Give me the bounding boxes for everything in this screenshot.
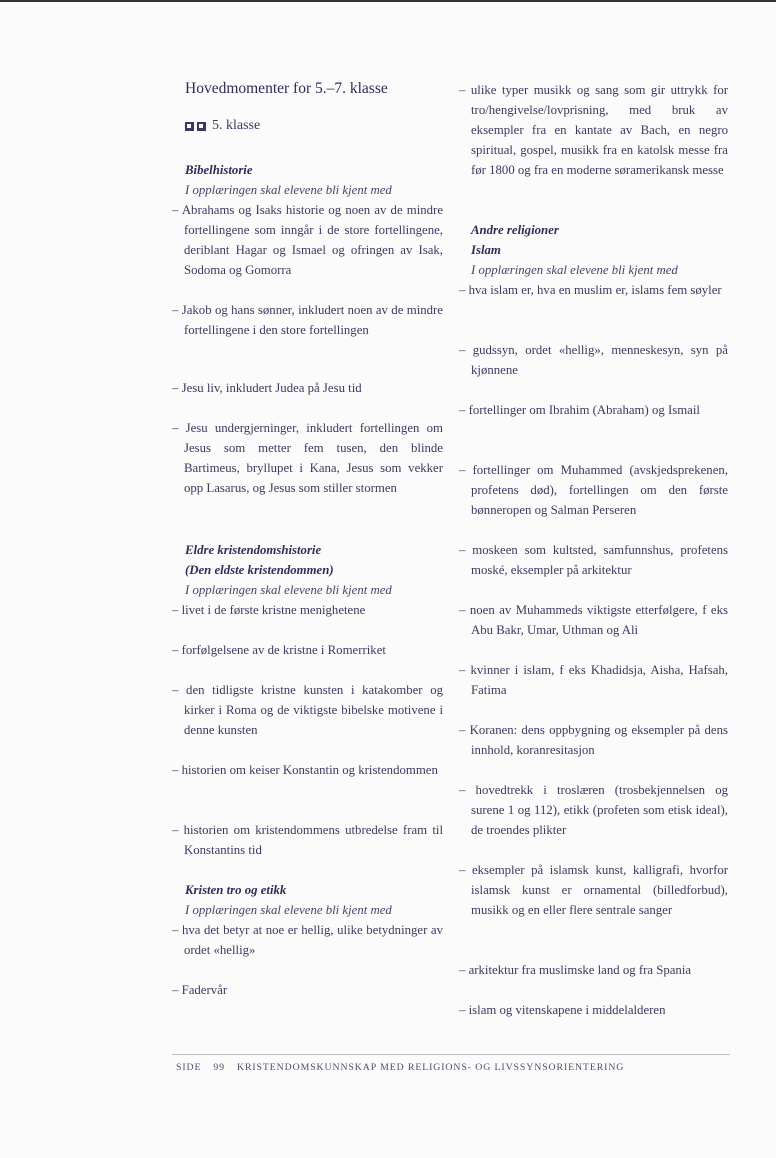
section-bibelhistorie	[185, 160, 443, 200]
section-andre-religioner	[471, 220, 729, 280]
section-subtitle: (Den eldste kristendommen)	[185, 563, 334, 577]
list-item: – Jesu liv, inkludert Judea på Jesu tid	[172, 381, 362, 395]
list-item: – Jakob og hans sønner, inkludert noen av de mindre fortellingene i den store fortellingen	[172, 303, 443, 337]
list-item: – hva islam er, hva en muslim er, islams fem søyler	[459, 283, 722, 297]
section-title: Bibelhistorie	[185, 163, 253, 177]
list-item: – fortellinger om Muhammed (avskjedsprekenen, profetens død), fortellingen om den første bønneropen og Salman Perseren	[459, 463, 728, 517]
footer-title: KRISTENDOMSKUNNSKAP MED RELIGIONS- OG LIVSSYNSORIENTERING	[236, 1062, 625, 1073]
section-intro: I opplæringen skal elevene bli kjent med	[185, 183, 392, 197]
list-item: – islam og vitenskapene i middelalderen	[459, 1003, 666, 1017]
top-rule	[0, 0, 776, 2]
list-item: – Jesu undergjerninger, inkludert fortellingen om Jesus som metter fem tusen, den blinde Bartimeus, bryllupet i Kana, Jesus som vekker opp Lasarus, og Jesus som stiller stormen	[172, 421, 443, 495]
list-item: – Fadervår	[172, 983, 228, 997]
section-title: Kristen tro og etikk	[185, 883, 287, 897]
grade-text: 5. klasse	[212, 118, 261, 133]
grade-label	[185, 118, 260, 134]
section-title: Eldre kristendomshistorie	[185, 543, 322, 557]
list-item: – gudssyn, ordet «hellig», menneskesyn, syn på kjønnene	[459, 343, 728, 377]
list-item: – historien om keiser Konstantin og kristendommen	[172, 763, 438, 777]
list-item: – hovedtrekk i troslæren (trosbekjennelsen og surene 1 og 112), etikk (profeten som etisk ideal), de troendes plikter	[459, 783, 728, 837]
list-item: – Abrahams og Isaks historie og noen av de mindre fortellingene som inngår i de store fortellingene, deriblant Hagar og Ismael og ofringen av Isak, Sodoma og Gomorra	[172, 203, 443, 277]
footer-rule	[172, 1054, 730, 1055]
section-intro: I opplæringen skal elevene bli kjent med	[185, 903, 392, 917]
section-subtitle: Islam	[471, 243, 501, 257]
list-item: – moskeen som kultsted, samfunnshus, profetens moské, eksempler på arkitektur	[459, 543, 728, 577]
list-item: – fortellinger om Ibrahim (Abraham) og Ismail	[459, 403, 700, 417]
list-item: – livet i de første kristne menighetene	[172, 603, 366, 617]
section-title: Andre religioner	[471, 223, 559, 237]
list-item: – noen av Muhammeds viktigste etterfølgere, f eks Abu Bakr, Umar, Uthman og Ali	[459, 603, 728, 637]
list-item: – forfølgelsene av de kristne i Romerriket	[172, 643, 386, 657]
list-item: – arkitektur fra muslimske land og fra Spania	[459, 963, 692, 977]
section-kristen-tro-og-etikk	[185, 880, 443, 920]
list-item: – historien om kristendommens utbredelse fram til Konstantins tid	[172, 823, 443, 857]
page-number: 99	[213, 1062, 225, 1073]
list-item: – hva det betyr at noe er hellig, ulike betydninger av ordet «hellig»	[172, 923, 443, 957]
page-footer	[176, 1062, 624, 1073]
list-item: – Koranen: dens oppbygning og eksempler på dens innhold, koranresitasjon	[459, 723, 728, 757]
list-item: – eksempler på islamsk kunst, kalligrafi, hvorfor islamsk kunst er ornamental (billedforbud), musikk og en eller flere sentrale sanger	[459, 863, 728, 917]
section-intro: I opplæringen skal elevene bli kjent med	[185, 583, 392, 597]
footer-side: SIDE	[176, 1062, 202, 1073]
page-heading: Hovedmomenter for 5.–7. klasse	[185, 80, 388, 97]
list-item: – den tidligste kristne kunsten i katakomber og kirker i Roma og de viktigste bibelske motivene i denne kunsten	[172, 683, 443, 737]
section-intro: I opplæringen skal elevene bli kjent med	[471, 263, 678, 277]
list-item: – kvinner i islam, f eks Khadidsja, Aisha, Hafsah, Fatima	[459, 663, 728, 697]
section-eldre-kristendomshistorie	[185, 540, 443, 600]
grade-marker-icon	[185, 122, 206, 131]
list-item: – ulike typer musikk og sang som gir uttrykk for tro/hengivelse/lovprisning, med bruk av eksempler fra en kantate av Bach, en negro spiritual, gospel, musikk fra en katolsk messe fra før 1800 og fra en moderne søramerikansk messe	[459, 83, 728, 177]
